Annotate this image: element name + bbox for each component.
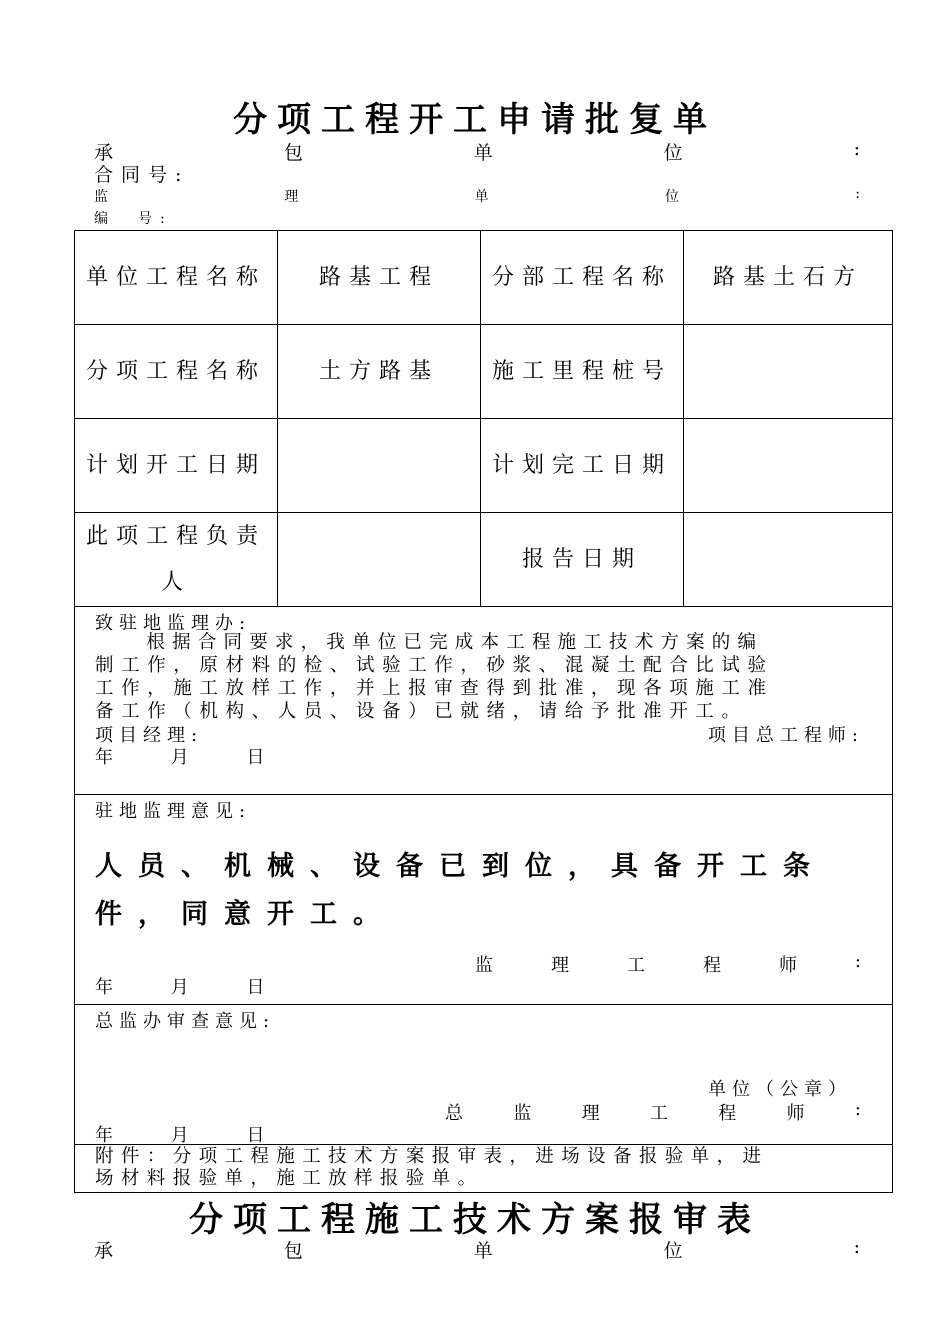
unit-project-name-value: 路基工程 xyxy=(278,231,481,325)
item-project-name-label: 分项工程名称 xyxy=(75,325,278,419)
supervision-engineer-line xyxy=(475,951,861,977)
application-body xyxy=(95,631,875,723)
chief-review-section xyxy=(75,1005,893,1145)
application-line: 制工作，原材料的检、试验工作，砂浆、混凝土配合比试验 xyxy=(95,655,774,676)
table-row xyxy=(75,513,893,607)
engineer-char: 师 xyxy=(778,955,797,976)
contract-number-label: 合同号: xyxy=(94,164,190,186)
supervisor-char: 位 xyxy=(664,189,679,205)
contractor-char: 包 xyxy=(283,1240,303,1262)
resident-opinion-text-1: 人员、机械、设备已到位，具备开工条 xyxy=(95,851,826,882)
date-day: 日 xyxy=(246,1125,265,1146)
attachment-line-2: 场材料报验单，施工放样报验单。 xyxy=(95,1168,484,1189)
contractor-char: 承 xyxy=(94,142,114,164)
application-line: 工作，施工放样工作，并上报审查得到批准，现各项施工准 xyxy=(95,678,774,699)
application-line: 根据合同要求，我单位已完成本工程施工技术方案的编 xyxy=(95,632,764,653)
attachment-line-1: 附件：分项工程施工技术方案报审表，进场设备报验单，进 xyxy=(95,1146,769,1167)
contractor-char: 承 xyxy=(94,1240,114,1262)
table-row xyxy=(75,419,893,513)
chainage-label: 施工里程桩号 xyxy=(481,325,684,419)
report-date-label: 报告日期 xyxy=(481,513,684,607)
chief-engineer-line xyxy=(445,1099,861,1125)
chief-engineer-char: 总 xyxy=(445,1103,463,1124)
sub-project-name-label: 分部工程名称 xyxy=(481,231,684,325)
contractor-char: : xyxy=(853,138,860,160)
engineer-char: 程 xyxy=(702,955,721,976)
project-chief-engineer-label: 项目总工程师: xyxy=(707,725,864,746)
official-seal-label: 单位（公章） xyxy=(708,1079,852,1100)
report-date-value xyxy=(684,513,893,607)
resident-opinion-label: 驻地监理意见: xyxy=(95,801,252,822)
resident-opinion-section xyxy=(75,795,893,1005)
attachment-section xyxy=(75,1145,893,1193)
supervisor-char: : xyxy=(855,186,860,202)
engineer-char: 理 xyxy=(550,955,569,976)
resident-opinion-date xyxy=(95,973,264,999)
application-form-table xyxy=(74,230,893,1193)
application-addressee: 致驻地监理办: xyxy=(95,613,252,634)
engineer-char: 监 xyxy=(475,955,493,976)
second-form-title: 分项工程施工技术方案报审表 xyxy=(189,1200,761,1240)
responsible-person-label: 此项工程负责人 xyxy=(75,513,278,607)
chief-engineer-char: 师 xyxy=(786,1103,805,1124)
contractor-char: 包 xyxy=(283,142,303,164)
planned-finish-value xyxy=(684,419,893,513)
chainage-value xyxy=(684,325,893,419)
contractor-char: 单 xyxy=(473,142,493,164)
document-number-label: 编 号: xyxy=(94,211,173,227)
date-day: 日 xyxy=(246,977,265,998)
form-title: 分项工程开工申请批复单 xyxy=(233,100,717,140)
date-year: 年 xyxy=(95,1125,113,1146)
date-month: 月 xyxy=(170,747,189,768)
chief-engineer-char: 工 xyxy=(649,1103,668,1124)
sub-project-name-value: 路基土石方 xyxy=(684,231,893,325)
chief-engineer-char: 程 xyxy=(718,1103,737,1124)
date-year: 年 xyxy=(95,747,113,768)
chief-engineer-char: : xyxy=(854,1099,861,1120)
project-manager-label: 项目经理: xyxy=(95,725,204,746)
planned-finish-label: 计划完工日期 xyxy=(481,419,684,513)
table-row xyxy=(75,231,893,325)
contractor-line xyxy=(94,138,860,165)
application-line: 备工作（机构、人员、设备）已就绪，请给予批准开工。 xyxy=(95,701,748,722)
planned-start-label: 计划开工日期 xyxy=(75,419,278,513)
resident-opinion-text-2: 件，同意开工。 xyxy=(95,899,396,930)
supervisor-char: 监 xyxy=(94,189,108,205)
chief-review-date xyxy=(95,1121,264,1147)
supervisor-line xyxy=(94,186,860,206)
chief-review-label: 总监办审查意见: xyxy=(95,1011,276,1032)
supervisor-char: 理 xyxy=(284,189,299,205)
date-month: 月 xyxy=(170,977,189,998)
unit-project-name-label: 单位工程名称 xyxy=(75,231,278,325)
application-section xyxy=(75,607,893,795)
responsible-person-value xyxy=(278,513,481,607)
engineer-char: : xyxy=(854,951,861,972)
supervisor-char: 单 xyxy=(474,189,489,205)
date-day: 日 xyxy=(246,747,265,768)
contractor-char: : xyxy=(853,1236,860,1258)
contractor-char: 单 xyxy=(473,1240,493,1262)
planned-start-value xyxy=(278,419,481,513)
table-row xyxy=(75,325,893,419)
date-month: 月 xyxy=(170,1125,189,1146)
application-date xyxy=(95,743,264,769)
contractor-char: 位 xyxy=(663,142,683,164)
engineer-char: 工 xyxy=(626,955,645,976)
second-form-contractor-line xyxy=(94,1236,860,1263)
contractor-char: 位 xyxy=(663,1240,683,1262)
date-year: 年 xyxy=(95,977,113,998)
item-project-name-value: 土方路基 xyxy=(278,325,481,419)
chief-engineer-char: 理 xyxy=(581,1103,600,1124)
chief-engineer-char: 监 xyxy=(513,1103,532,1124)
